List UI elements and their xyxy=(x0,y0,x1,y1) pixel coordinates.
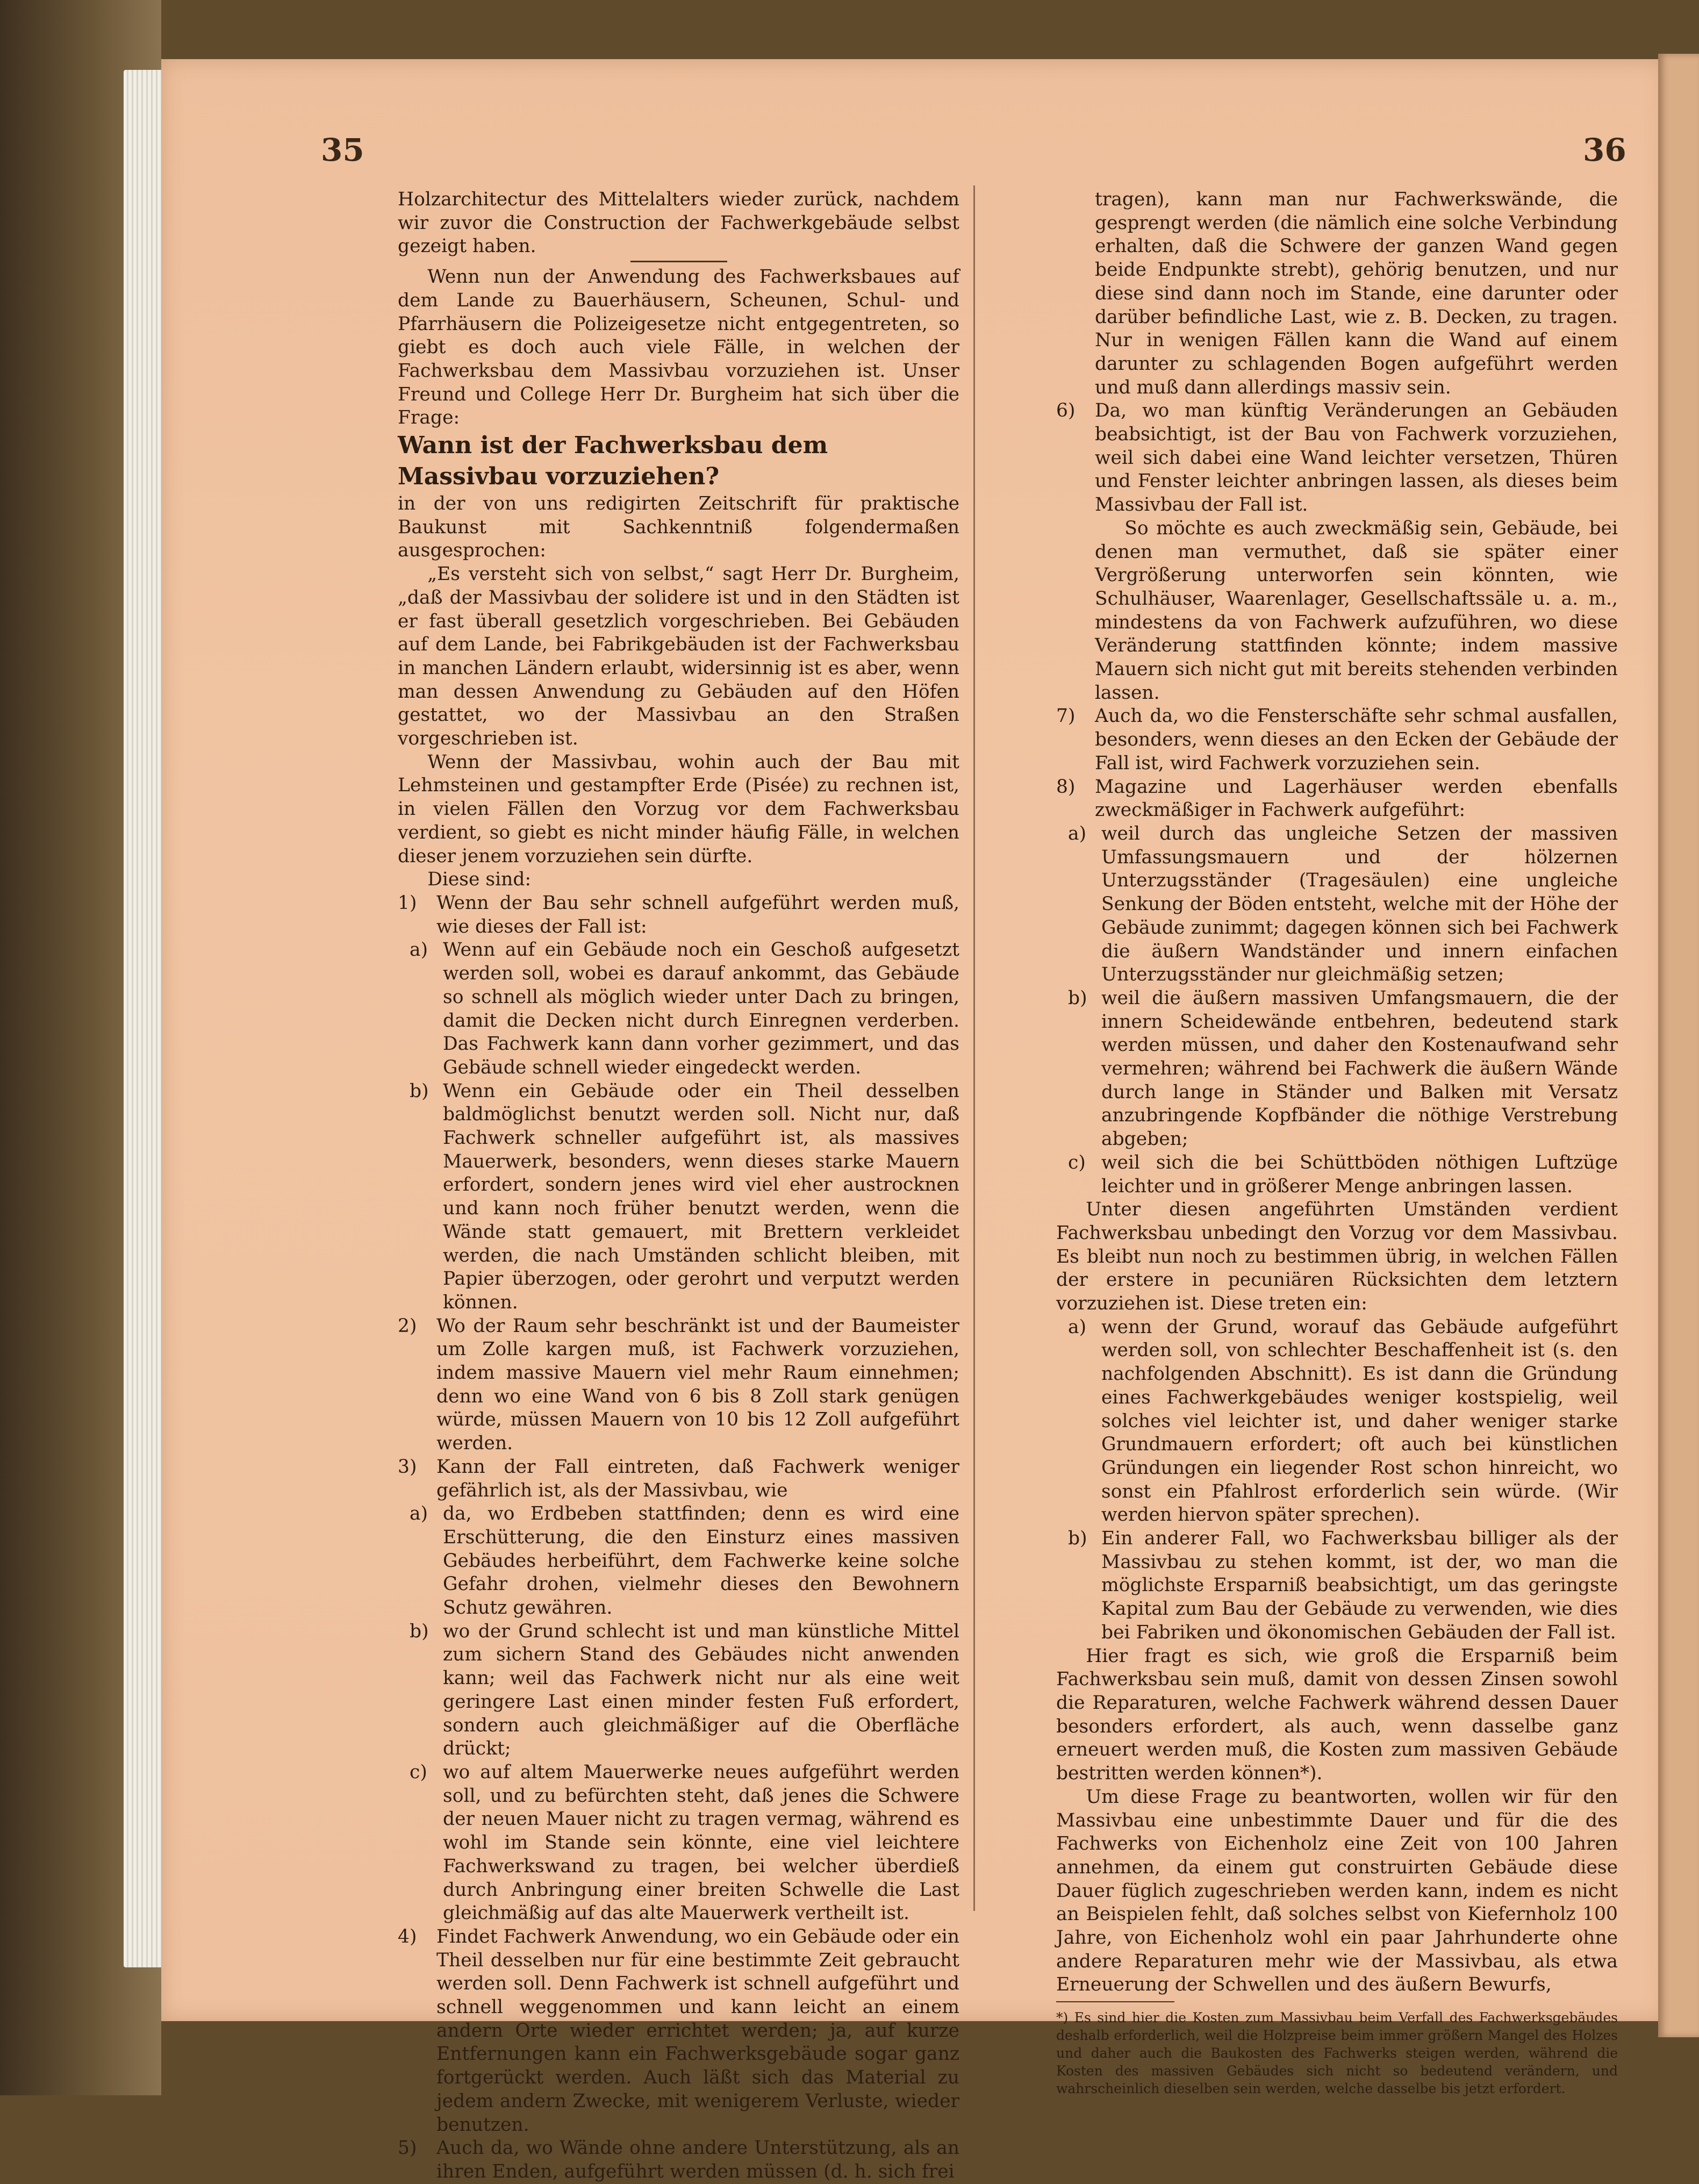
footnote: *) Es sind hier die Kosten zum Massivbau beim Verfall des Fachwerksgebäudes deshalb erforderlich, weil die Holzpreise beim immer größern Mangel des Holzes und daher auch die Baukosten des Fachwerks steigen werden, während die Kosten des massiven Gebäudes sich nicht so bedeutend verändern, und wahrscheinlich dieselben sein werden, welche dasselbe bis jetzt erfordert. xyxy=(1056,2010,1618,2097)
list-text: da, wo Erdbeben stattfinden; denn es wird eine Erschütterung, die den Einsturz eines massiven Gebäudes herbeiführt, dem Fachwerke keine solche Gefahr drohen, vielmehr dieses den Bewohnern Schutz gewähren. xyxy=(443,1503,959,1619)
sub-list-item xyxy=(1056,1151,1618,1198)
sub-list-item xyxy=(1056,987,1618,1151)
list-number: 2) xyxy=(398,1315,417,1337)
list-number: 1) xyxy=(398,892,417,914)
list-text: Findet Fachwerk Anwendung, wo ein Gebäude oder ein Theil desselben nur für eine bestimmte Zeit gebraucht werden soll. Denn Fachwerk ist schnell aufgeführt und schnell weggenommen und kann leicht an einem andern Orte wieder errichtet werden; ja, auf kurze Entfernungen kann ein Fachwerksgebäude sogar ganz fortgerückt werden. Auch läßt sich das Material zu jedem andern Zwecke, mit wenigerem Verluste, wieder benutzen. xyxy=(436,1925,960,2136)
list-letter: a) xyxy=(1068,1316,1087,1338)
list-text: Magazine und Lagerhäuser werden ebenfalls zweckmäßiger in Fachwerk aufgeführt: xyxy=(1095,776,1618,821)
page-number-left: 35 xyxy=(321,132,364,168)
section-heading: Wann ist der Fachwerksbau dem Massivbau vorzuziehen? xyxy=(398,432,828,491)
list-item xyxy=(1056,776,1618,822)
list-number: 6) xyxy=(1056,400,1076,422)
list-text: Auch da, wo Wände ohne andere Unterstützung, als an ihren Enden, aufgeführt werden müssen (d. h. sich frei xyxy=(436,2137,959,2182)
list-number: 5) xyxy=(398,2137,417,2159)
list-item xyxy=(398,892,959,939)
list-text: wenn der Grund, worauf das Gebäude aufgeführt werden soll, von schlechter Beschaffenheit ist (s. den nachfolgenden Abschnitt). Es ist dann die Gründung eines Fachwerkgebäudes weniger kostspielig, weil solches viel leichter ist, und daher weniger starke Grundmauern erfordert; oft auch bei künstlichen Gründungen ein liegender Rost schon hinreicht, wo sonst ein Pfahlrost erforderlich sein würde. (Wir werden hiervon später sprechen). xyxy=(1101,1316,1618,1526)
left-column xyxy=(398,188,959,2184)
list-number: 4) xyxy=(398,1925,417,1947)
sub-list-item xyxy=(398,1620,959,1761)
list-item xyxy=(398,1315,959,1456)
footnote-rule xyxy=(1056,2001,1174,2002)
paragraph: Holzarchitectur des Mittelalters wieder zurück, nachdem wir zuvor die Construction der Fachwerkgebäude selbst gezeigt haben. xyxy=(398,189,959,257)
quote-paragraph: „Es versteht sich von selbst,“ sagt Herr Dr. Burgheim, „daß der Massivbau der solidere ist und in den Städten ist er fast überall gesetzlich vorgeschrieben. Bei Gebäuden auf dem Lande, bei Fabrikgebäuden ist der Fachwerksbau in manchen Ländern erlaubt, widersinnig ist es aber, wenn man dessen Anwendung zu Gebäuden auf den Höfen gestattet, wo der Massivbau an den Straßen vorgeschrieben ist. xyxy=(398,563,959,750)
list-letter: c) xyxy=(1068,1151,1086,1173)
sub-list-item xyxy=(398,1502,959,1620)
list-number: 7) xyxy=(1056,705,1076,727)
list-text: Auch da, wo die Fensterschäfte sehr schmal ausfallen, besonders, wenn dieses an den Ecken der Gebäude der Fall ist, wird Fachwerk vorzuziehen sein. xyxy=(1095,705,1618,774)
list-letter: c) xyxy=(410,1761,427,1783)
list-letter: b) xyxy=(410,1080,429,1102)
list-letter: b) xyxy=(1068,987,1087,1009)
list-number: 8) xyxy=(1056,776,1076,798)
list-text: Wenn ein Gebäude oder ein Theil desselben baldmöglichst benutzt werden soll. Nicht nur, daß Fachwerk schneller aufgeführt ist, als massives Mauerwerk, besonders, wenn dieses starke Mauern erfordert, sondern jenes wird viel eher austrocknen und kann noch früher benutzt werden, wenn die Wände statt gemauert, mit Brettern verkleidet werden, die nach Umständen schlicht bleiben, mit Papier überzogen, oder gerohrt und verputzt werden können. xyxy=(443,1080,959,1313)
paragraph: Wenn der Massivbau, wohin auch der Bau mit Lehmsteinen und gestampfter Erde (Pisée) zu rechnen ist, in vielen Fällen den Vorzug vor dem Fachwerksbau verdient, so giebt es nicht minder häufig Fälle, in welchen dieser jenem vorzuziehen sein dürfte. xyxy=(398,751,959,867)
paragraph: tragen), kann man nur Fachwerkswände, die gesprengt werden (die nämlich eine solche Verbindung erhalten, daß die Schwere der ganzen Wand gegen beide Endpunkte strebt), gehörig benutzen, und nur diese sind dann noch im Stande, eine darunter oder darüber befindliche Last, wie z. B. Decken, zu tragen. Nur in wenigen Fällen kann die Wand auf einem darunter zu schlagenden Bogen aufgeführt werden und muß dann allerdings massiv sein. xyxy=(1095,189,1618,398)
paragraph: Um diese Frage zu beantworten, wollen wir für den Massivbau eine unbestimmte Dauer und für die des Fachwerks von Eichenholz eine Zeit von 100 Jahren annehmen, da einem gut construirten Gebäude diese Dauer füglich zugeschrieben werden kann, indem es nicht an Beispielen fehlt, daß solches selbst von Kiefernholz 100 Jahre, von Eichenholz wohl ein paar Jahrhunderte ohne andere Reparaturen mehr wie der Massivbau, als etwa Erneuerung der Schwellen und des äußern Bewurfs, xyxy=(1056,1786,1618,1996)
list-text: Kann der Fall eintreten, daß Fachwerk weniger gefährlich ist, als der Massivbau, wie xyxy=(436,1456,959,1501)
list-text: Ein anderer Fall, wo Fachwerksbau billiger als der Massivbau zu stehen kommt, ist der, wo man die möglichste Ersparniß beabsichtigt, um das geringste Kapital zum Bau der Gebäude zu verwenden, wie dies bei Fabriken und ökonomischen Gebäuden der Fall ist. xyxy=(1101,1528,1618,1643)
sub-list-item xyxy=(1056,822,1618,987)
facing-page-edge xyxy=(1658,54,1699,2037)
sub-list-item xyxy=(1056,1316,1618,1527)
sub-list-item xyxy=(1056,1527,1618,1645)
list-text: Wenn der Bau sehr schnell aufgeführt werden muß, wie dieses der Fall ist: xyxy=(436,892,959,937)
page-number-right: 36 xyxy=(1583,132,1626,168)
paragraph: Wenn nun der Anwendung des Fachwerksbaues auf dem Lande zu Bauerhäusern, Scheunen, Schul- und Pfarrhäusern die Polizeigesetze nicht entgegentreten, so giebt es doch auch viele Fälle, in welchen der Fachwerksbau dem Massivbau vorzuziehen ist. Unser Freund und College Herr Dr. Burgheim hat sich über die Frage: xyxy=(398,266,959,429)
list-letter: a) xyxy=(1068,822,1087,844)
column-divider xyxy=(973,185,975,1911)
sub-list-item xyxy=(398,1080,959,1315)
list-letter: b) xyxy=(1068,1528,1087,1550)
paragraph: So möchte es auch zweckmäßig sein, Gebäude, bei denen man vermuthet, daß sie später einer Vergrößerung unterworfen sein könnten, wie Schulhäuser, Waarenlager, Gesellschaftssäle u. a. m., mindestens da von Fachwerk aufzuführen, wo diese Veränderung stattfinden könnte; indem massive Mauern sich nicht gut mit bereits stehenden verbinden lassen. xyxy=(1095,517,1618,704)
list-text: weil die äußern massiven Umfangsmauern, die der innern Scheidewände entbehren, bedeutend stark werden müssen, und daher den Kostenaufwand sehr vermehren; während bei Fachwerk die äußern Wände durch lange in Ständer und Balken mit Versatz anzubringende Kopfbänder die nöthige Verstrebung abgeben; xyxy=(1101,987,1618,1150)
list-text: Wo der Raum sehr beschränkt ist und der Baumeister um Zolle kargen muß, ist Fachwerk vorzuziehen, indem massive Mauern viel mehr Raum einnehmen; denn wo eine Wand von 6 bis 8 Zoll stark genügen würde, müssen Mauern von 10 bis 12 Zoll aufgeführt werden. xyxy=(436,1315,959,1455)
paragraph: in der von uns redigirten Zeitschrift für praktische Baukunst mit Sachkenntniß folgendermaßen ausgesprochen: xyxy=(398,493,959,562)
paragraph: Diese sind: xyxy=(427,869,532,891)
sub-list-item xyxy=(398,1761,959,1925)
list-item xyxy=(1056,705,1618,775)
list-letter: a) xyxy=(410,939,428,961)
list-number: 3) xyxy=(398,1456,417,1478)
list-letter: b) xyxy=(410,1620,429,1642)
sub-list-item xyxy=(398,939,959,1079)
paragraph: Hier fragt es sich, wie groß die Ersparniß beim Fachwerksbau sein muß, damit von dessen Zinsen sowohl die Reparaturen, welche Fachwerk während dessen Dauer besonders erfordert, als auch, wenn dasselbe ganz erneuert werden muß, die Kosten zum massiven Gebäude bestritten werden können*). xyxy=(1056,1645,1618,1785)
list-item xyxy=(398,2137,959,2183)
list-text: wo auf altem Mauerwerke neues aufgeführt werden soll, und zu befürchten steht, daß jenes die Schwere der neuen Mauer nicht zu tragen vermag, während es wohl im Stande sein könnte, eine viel leichtere Fachwerkswand zu tragen, bei welcher überdieß durch Anbringung einer breiten Schwelle die Last gleichmäßig auf das alte Mauerwerk vertheilt ist. xyxy=(443,1761,959,1924)
list-item xyxy=(398,1456,959,1502)
list-item xyxy=(1056,399,1618,517)
list-text: Da, wo man künftig Veränderungen an Gebäuden beabsichtigt, ist der Bau von Fachwerk vorzuziehen, weil sich dabei eine Wand leichter versetzen, Thüren und Fenster leichter anbringen lassen, als dieses beim Massivbau der Fall ist. xyxy=(1095,400,1618,516)
list-letter: a) xyxy=(410,1503,428,1525)
list-text: wo der Grund schlecht ist und man künstliche Mittel zum sichern Stand des Gebäudes nicht anwenden kann; weil das Fachwerk nicht nur als eine weit geringere Last einen minder festen Fuß erfordert, sondern auch gleichmäßiger auf die Oberfläche drückt; xyxy=(443,1620,959,1760)
list-text: Wenn auf ein Gebäude noch ein Geschoß aufgesetzt werden soll, wobei es darauf ankommt, das Gebäude so schnell als möglich wieder unter Dach zu bringen, damit die Decken nicht durch Einregnen verderben. Das Fachwerk kann dann vorher gezimmert, und das Gebäude schnell wieder eingedeckt werden. xyxy=(443,939,959,1078)
right-column xyxy=(1056,188,1618,2097)
list-text: weil sich die bei Schüttböden nöthigen Luftzüge leichter und in größerer Menge anbringen lassen. xyxy=(1101,1151,1618,1197)
section-rule xyxy=(630,261,727,262)
list-text: weil durch das ungleiche Setzen der massiven Umfassungsmauern und der hölzernen Unterzugsständer (Tragesäulen) eine ungleiche Senkung der Böden entsteht, welche mit der Höhe der Gebäude zunimmt; dagegen können sich bei Fachwerk die äußern Wandständer und innern einfachen Unterzugsständer nur gleichmäßig setzen; xyxy=(1101,822,1618,986)
list-item xyxy=(398,1925,959,2137)
paragraph: Unter diesen angeführten Umständen verdient Fachwerksbau unbedingt den Vorzug vor dem Massivbau. Es bleibt nun noch zu bestimmen übrig, in welchen Fällen der erstere in pecuniären Rücksichten dem letztern vorzuziehen ist. Diese treten ein: xyxy=(1056,1199,1618,1315)
